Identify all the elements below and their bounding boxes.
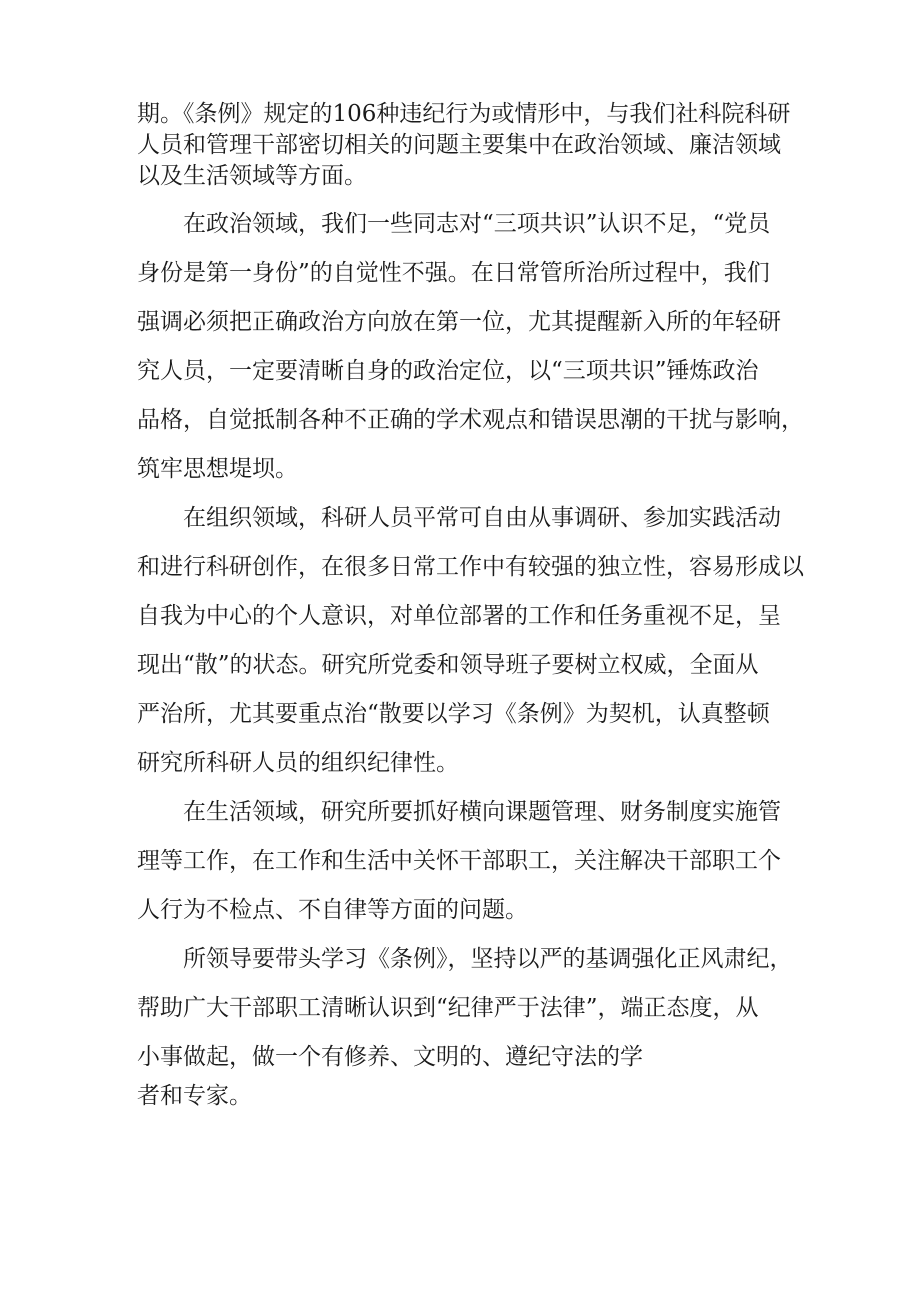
paragraph-first-line: 所领导要带头学习《条例》，坚持以严的基调强化正风肃纪， — [183, 946, 793, 972]
text-line: 以及生活领域等方面。 — [137, 163, 367, 189]
text-line: 者和专家。 — [137, 1083, 252, 1109]
text-line: 筑牢思想堤坝。 — [137, 456, 298, 482]
text-line: 自我为中心的个人意识，对单位部署的工作和任务重视不足，呈 — [137, 603, 781, 629]
text-line: 人行为不检点、不自律等方面的问题。 — [137, 897, 528, 923]
paragraph-first-line: 在组织领域，科研人员平常可自由从事调研、参加实践活动 — [183, 505, 781, 531]
text-line: 强调必须把正确政治方向放在第一位，尤其提醒新入所的年轻研 — [137, 309, 781, 335]
text-line: 理等工作，在工作和生活中关怀干部职工，关注解决干部职工个 — [137, 848, 781, 874]
text-line: 和进行科研创作，在很多日常工作中有较强的独立性，容易形成以 — [137, 554, 804, 580]
text-line: 品格，自觉抵制各种不正确的学术观点和错误思潮的干扰与影响， — [137, 407, 804, 433]
text-line: 严治所，尤其要重点治“散要以学习《条例》为契机，认真整顿 — [137, 701, 770, 727]
text-line: 究人员，一定要清晰自身的政治定位，以“三项共识”锤炼政治 — [137, 358, 759, 384]
text-line: 小事做起，做一个有修养、文明的、遵纪守法的学 — [137, 1044, 643, 1070]
text-line: 人员和管理干部密切相关的问题主要集中在政治领域、廉洁领域 — [137, 132, 781, 158]
text-line: 现出“散”的状态。研究所党委和领导班子要树立权威，全面从 — [137, 652, 759, 678]
text-line: 身份是第一身份”的自觉性不强。在日常管所治所过程中，我们 — [137, 260, 770, 286]
text-line: 帮助广大干部职工清晰认识到“纪律严于法律”，端正态度，从 — [137, 995, 759, 1021]
paragraph-first-line: 在政治领域，我们一些同志对“三项共识”认识不足，“党员 — [183, 211, 771, 237]
text-line: 期。《条例》规定的106种违纪行为或情形中，与我们社科院科研 — [137, 101, 791, 127]
text-line: 研究所科研人员的组织纪律性。 — [137, 750, 459, 776]
paragraph-first-line: 在生活领域，研究所要抓好横向课题管理、财务制度实施管 — [183, 799, 781, 825]
